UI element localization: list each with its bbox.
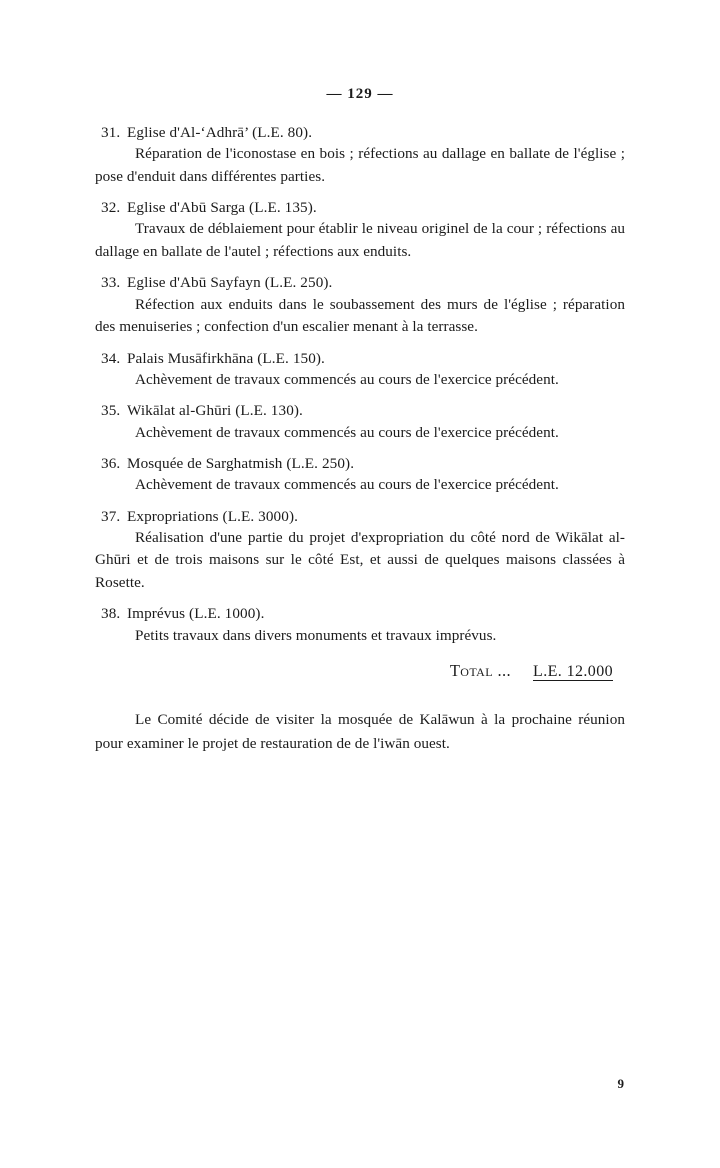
total-line <box>95 663 613 680</box>
entry-title <box>95 351 625 366</box>
entry-number: 33. <box>101 274 121 292</box>
entry-heading-text: Eglise d'Al-‘Adhrā’ (L.E. 80). <box>127 124 313 141</box>
list-item <box>95 275 625 338</box>
list-item <box>95 125 625 188</box>
list-item <box>95 351 625 392</box>
entry-heading-text: Mosquée de Sarghatmish (L.E. 250). <box>127 455 355 473</box>
page-content <box>95 103 625 757</box>
entry-number: 34. <box>101 349 121 367</box>
entry-title <box>95 125 625 140</box>
entry-number: 35. <box>101 402 121 420</box>
entry-body: Réalisation d'une partie du projet d'expropriation du côté nord de Wikālat al-Ghūri et de trois maisons sur le côté Est, et aussi de quelques maisons classées à Rosette. <box>95 528 625 591</box>
entry-title <box>95 275 625 290</box>
entry-title <box>95 456 625 471</box>
list-item <box>95 200 625 263</box>
entry-body: Petits travaux dans divers monuments et travaux imprévus. <box>135 626 497 644</box>
entry-body: Achèvement de travaux commencés au cours de l'exercice précédent. <box>135 423 559 441</box>
page-number: — 129 — <box>326 86 394 102</box>
entry-number: 36. <box>101 455 121 473</box>
entry-title <box>95 200 625 215</box>
list-item <box>95 509 625 595</box>
document-page <box>0 86 720 1168</box>
entry-heading-text: Imprévus (L.E. 1000). <box>127 605 265 623</box>
entry-body: Travaux de déblaiement pour établir le niveau originel de la cour ; réfections au dallage en ballate de l'autel ; réfections aux enduits. <box>95 220 625 260</box>
entry-body: Réfection aux enduits dans le soubassement des murs de l'église ; réparation des menuiseries ; confection d'un escalier menant à la terrasse. <box>95 295 625 336</box>
page-footer-mark: 9 <box>617 1076 624 1091</box>
total-label: Total ... <box>449 661 512 681</box>
entry-heading-text: Eglise d'Abū Sayfayn (L.E. 250). <box>127 274 333 292</box>
entry-heading-text: Wikālat al-Ghūri (L.E. 130). <box>127 402 303 420</box>
entry-number: 31. <box>101 124 121 141</box>
entry-title <box>95 403 625 418</box>
entry-body: Achèvement de travaux commencés au cours de l'exercice précédent. <box>135 370 559 388</box>
entry-heading-text: Eglise d'Abū Sarga (L.E. 135). <box>127 199 317 217</box>
entry-body: Achèvement de travaux commencés au cours de l'exercice précédent. <box>135 476 559 494</box>
entry-title <box>95 509 625 524</box>
entry-number: 32. <box>101 199 121 217</box>
list-item <box>95 403 625 444</box>
entry-title <box>95 606 625 621</box>
list-item <box>95 456 625 497</box>
closing-paragraph: Le Comité décide de visiter la mosquée de Kalāwun à la prochaine réunion pour examiner le projet de restauration de de l'iwān ouest. <box>95 711 625 753</box>
entry-number: 37. <box>101 507 121 525</box>
list-item <box>95 606 625 647</box>
entry-body: Réparation de l'iconostase en bois ; réfections au dallage en ballate de l'église ; pose d'enduit dans différentes parties. <box>95 145 625 185</box>
entry-number: 38. <box>101 605 121 623</box>
total-amount: L.E. 12.000 <box>533 663 613 681</box>
entry-heading-text: Expropriations (L.E. 3000). <box>127 507 298 525</box>
entry-heading-text: Palais Musāfirkhāna (L.E. 150). <box>127 349 325 367</box>
